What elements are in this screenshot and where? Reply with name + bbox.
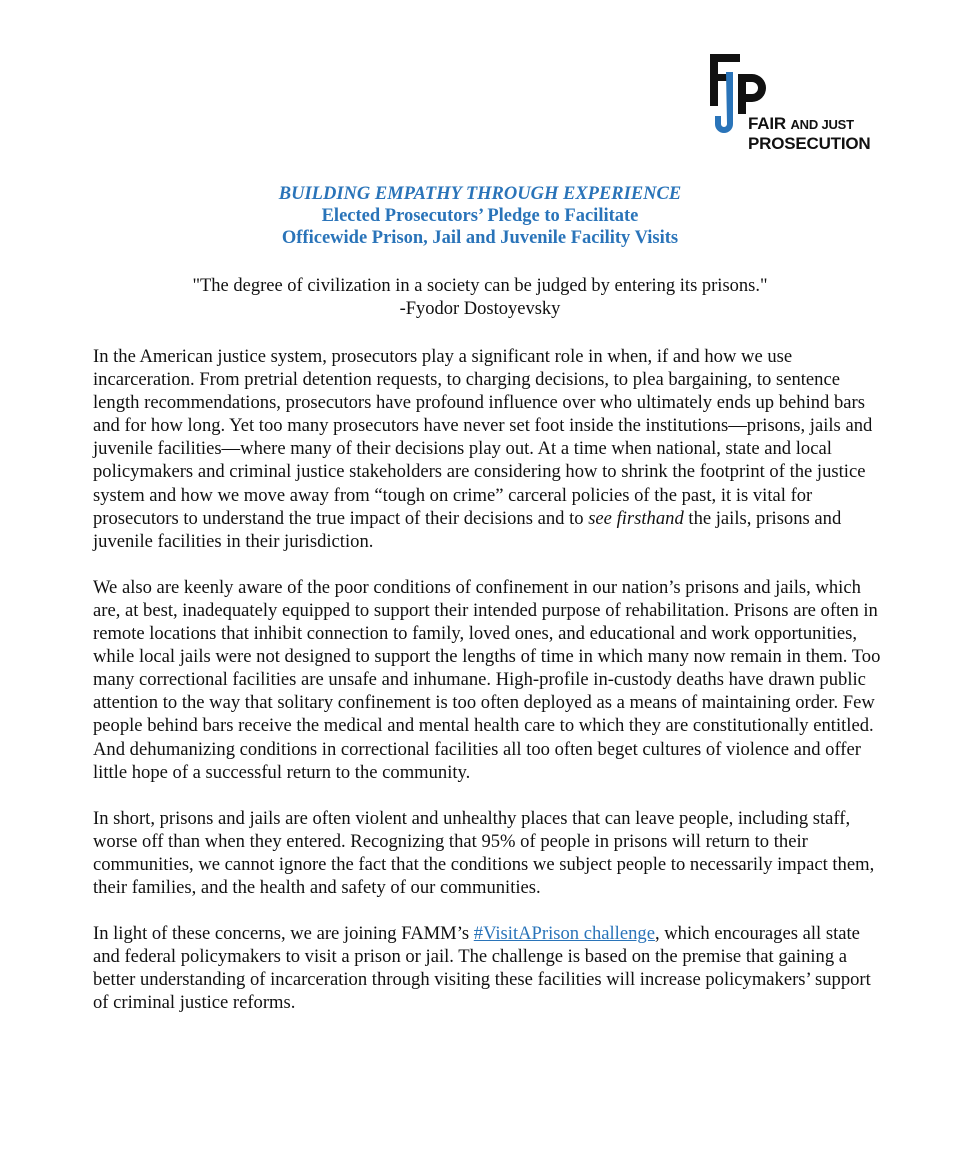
paragraph-4: In light of these concerns, we are joining FAMM’s #VisitAPrison challenge, which encourages all state and federal policymakers to visit a prison or jail. The challenge is based on the premise that gaining a better understanding of incarceration through visiting these facilities will increase policymakers’ support of criminal justice reforms. xyxy=(93,923,871,1014)
document-subtitle-line2: Officewide Prison, Jail and Juvenile Facility Visits xyxy=(281,228,679,248)
document-subtitle-line1: Elected Prosecutors’ Pledge to Facilitate xyxy=(321,206,639,226)
fair-and-just-prosecution-logo xyxy=(708,54,888,154)
document-title: BUILDING EMPATHY THROUGH EXPERIENCE xyxy=(278,184,682,204)
paragraph-3: In short, prisons and jails are often violent and unhealthy places that can leave people, including staff, worse off than when they entered. Recognizing that 95% of people in prisons will return to their communities, we cannot ignore the fact that the conditions we subject people to necessarily impact them, their families, and the health and safety of our communities. xyxy=(93,807,875,898)
logo-name-line1: FAIR AND JUST xyxy=(748,114,854,133)
emphasis-see-firsthand: see firsthand xyxy=(588,507,684,529)
quote-attribution: -Fyodor Dostoyevsky xyxy=(399,299,561,319)
document-body xyxy=(93,345,883,1037)
logo-name-line2: PROSECUTION xyxy=(748,134,871,153)
paragraph-1: In the American justice system, prosecutors play a significant role in when, if and how we use incarceration. From pretrial detention requests, to charging decisions, to plea bargaining, to sentence length recommendations, prosecutors have profound influence over who ultimately ends up behind bars and for how long. Yet too many prosecutors have never set foot inside the institutions—prisons, jails and juvenile facilities—where many of their decisions play out. At a time when national, state and local policymakers and criminal justice stakeholders are considering how to shrink the footprint of the justice system and how we move away from “tough on crime” carceral policies of the past, it is vital for prosecutors to understand the true impact of their decisions and to see firsthand the jails, prisons and juvenile facilities in their jurisdiction. xyxy=(93,346,873,552)
epigraph-quote xyxy=(0,275,960,321)
paragraph-2: We also are keenly aware of the poor conditions of confinement in our nation’s prisons and jails, which are, at best, inadequately equipped to support their intended purpose of rehabilitation. Prisons are often in remote locations that inhibit connection to family, loved ones, and educational and work opportunities, while local jails were not designed to support the lengths of time in which many now remain in them. Too many correctional facilities are unsafe and inhumane. High-profile in-custody deaths have drawn public attention to the way that solitary confinement is too often deployed as a means of maintaining order. Few people behind bars receive the medical and mental health care to which they are constitutionally entitled. And dehumanizing conditions in correctional facilities all too often beget cultures of violence and offer little hope of a successful return to the community. xyxy=(93,576,881,783)
document-header xyxy=(0,183,960,249)
quote-text: "The degree of civilization in a society can be judged by entering its prisons." xyxy=(192,276,768,296)
visit-a-prison-challenge-link[interactable]: #VisitAPrison challenge xyxy=(473,923,655,945)
